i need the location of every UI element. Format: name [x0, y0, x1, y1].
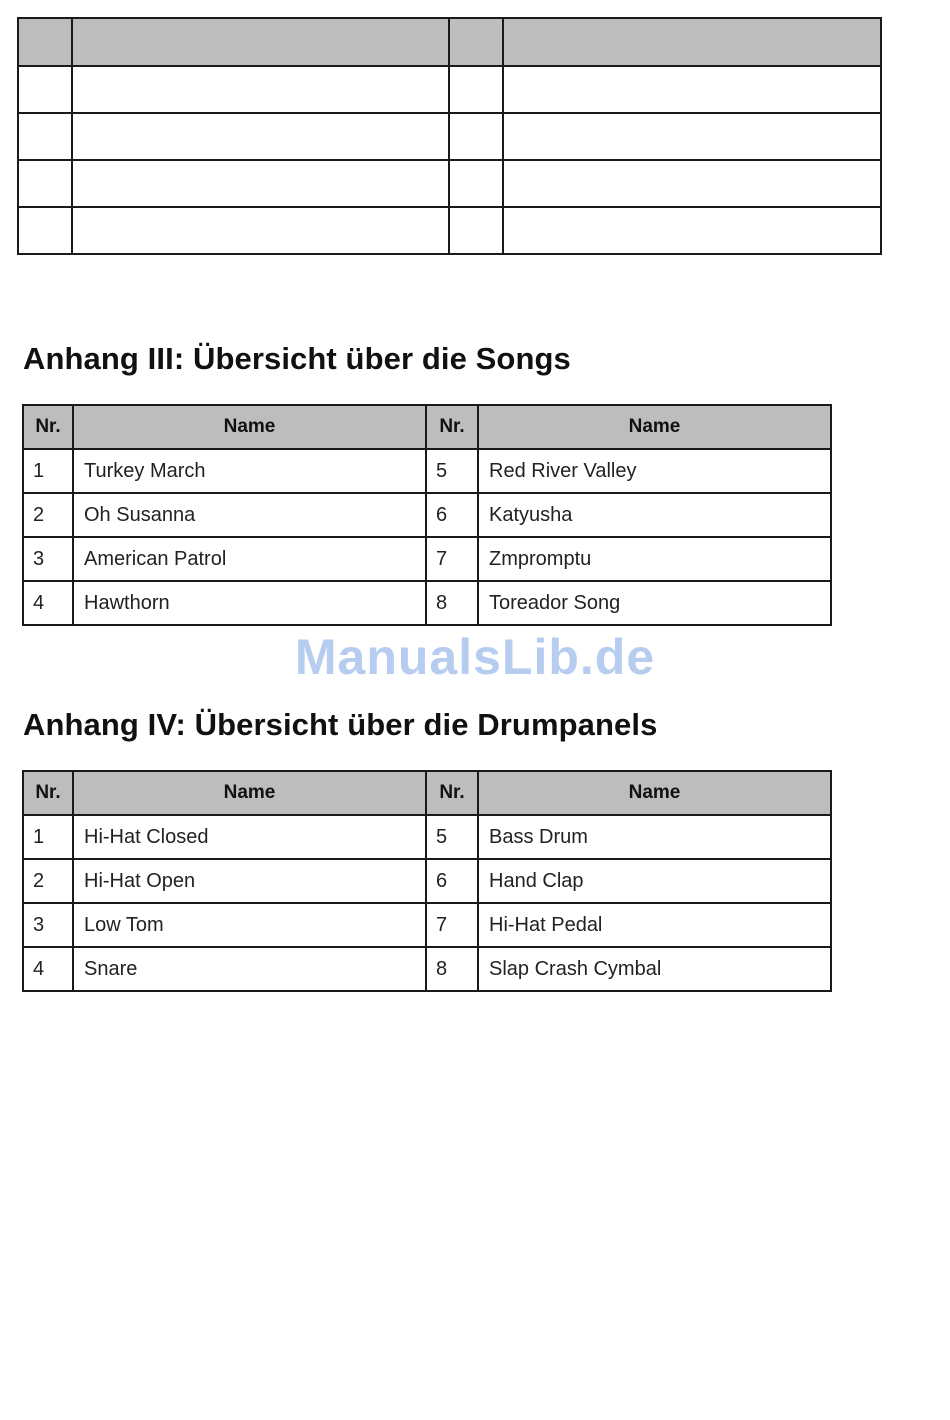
drumpanel-name: Hi-Hat Pedal [478, 903, 831, 947]
empty-cell [18, 113, 72, 160]
table-row [23, 815, 831, 859]
drumpanels-table-header [23, 771, 831, 815]
song-name: Red River Valley [478, 449, 831, 493]
song-name: Katyusha [478, 493, 831, 537]
drumpanel-number: 8 [426, 947, 478, 991]
nr-column-header: Nr. [426, 405, 478, 449]
empty-cell [18, 66, 72, 113]
song-number: 5 [426, 449, 478, 493]
empty-table-header [18, 18, 881, 66]
songs-table-header [23, 405, 831, 449]
empty-cell [449, 66, 503, 113]
empty-cell [72, 66, 449, 113]
empty-cell [503, 160, 881, 207]
empty-table-row [18, 66, 881, 113]
table-row [23, 903, 831, 947]
empty-cell [503, 66, 881, 113]
empty-cell [449, 160, 503, 207]
song-number: 4 [23, 581, 73, 625]
song-name: American Patrol [73, 537, 426, 581]
empty-header-cell [449, 18, 503, 66]
drumpanel-number: 6 [426, 859, 478, 903]
empty-cell [449, 113, 503, 160]
song-number: 2 [23, 493, 73, 537]
song-name: Hawthorn [73, 581, 426, 625]
drumpanel-name: Hand Clap [478, 859, 831, 903]
songs-heading: Anhang III: Übersicht über die Songs [23, 341, 571, 376]
song-number: 7 [426, 537, 478, 581]
song-name: Zmpromptu [478, 537, 831, 581]
empty-header-cell [72, 18, 449, 66]
empty-table-row [18, 113, 881, 160]
song-number: 8 [426, 581, 478, 625]
table-row [23, 537, 831, 581]
drumpanel-number: 1 [23, 815, 73, 859]
song-number: 3 [23, 537, 73, 581]
drumpanel-name: Slap Crash Cymbal [478, 947, 831, 991]
empty-cell [72, 113, 449, 160]
empty-header-cell [503, 18, 881, 66]
drumpanel-number: 5 [426, 815, 478, 859]
empty-table [17, 17, 882, 255]
nr-column-header: Nr. [23, 771, 73, 815]
drumpanels-table [22, 770, 832, 992]
drumpanel-name: Snare [73, 947, 426, 991]
songs-table [22, 404, 832, 626]
drumpanel-number: 3 [23, 903, 73, 947]
drumpanel-name: Hi-Hat Closed [73, 815, 426, 859]
empty-header-cell [18, 18, 72, 66]
drumpanel-name: Bass Drum [478, 815, 831, 859]
empty-cell [18, 160, 72, 207]
table-row [23, 449, 831, 493]
empty-cell [503, 207, 881, 254]
song-number: 6 [426, 493, 478, 537]
song-name: Oh Susanna [73, 493, 426, 537]
song-name: Toreador Song [478, 581, 831, 625]
song-name: Turkey March [73, 449, 426, 493]
name-column-header: Name [73, 405, 426, 449]
song-number: 1 [23, 449, 73, 493]
empty-table-row [18, 207, 881, 254]
drumpanel-name: Hi-Hat Open [73, 859, 426, 903]
table-row [23, 859, 831, 903]
drumpanel-number: 2 [23, 859, 73, 903]
empty-cell [72, 207, 449, 254]
empty-cell [449, 207, 503, 254]
table-row [23, 581, 831, 625]
name-column-header: Name [73, 771, 426, 815]
empty-cell [503, 113, 881, 160]
table-row [23, 947, 831, 991]
nr-column-header: Nr. [426, 771, 478, 815]
drumpanels-heading: Anhang IV: Übersicht über die Drumpanels [23, 707, 658, 742]
drumpanel-number: 7 [426, 903, 478, 947]
table-row [23, 493, 831, 537]
empty-cell [72, 160, 449, 207]
nr-column-header: Nr. [23, 405, 73, 449]
watermark: ManualsLib.de [294, 629, 656, 685]
drumpanel-name: Low Tom [73, 903, 426, 947]
drumpanel-number: 4 [23, 947, 73, 991]
empty-table-row [18, 160, 881, 207]
empty-cell [18, 207, 72, 254]
name-column-header: Name [478, 405, 831, 449]
name-column-header: Name [478, 771, 831, 815]
